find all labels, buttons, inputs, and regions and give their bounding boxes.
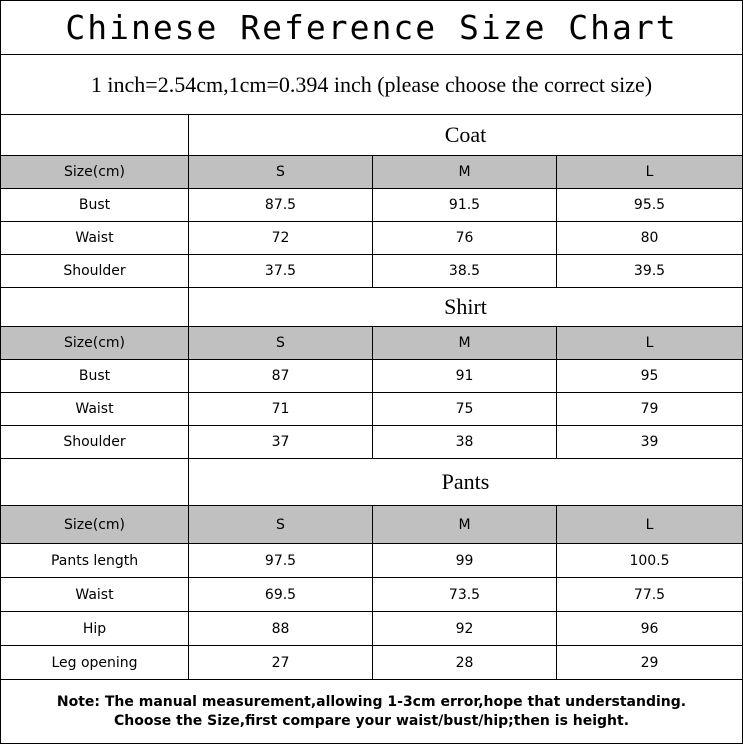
header-cell-m: M bbox=[372, 506, 556, 543]
table-row bbox=[1, 612, 742, 646]
header-cell-s: S bbox=[188, 506, 372, 543]
value-s: 87.5 bbox=[188, 189, 372, 221]
header-cell-l: L bbox=[556, 327, 742, 359]
header-cell-m: M bbox=[372, 327, 556, 359]
header-cell-l: L bbox=[556, 506, 742, 543]
header-row-shirt bbox=[1, 327, 742, 360]
header-cell-l: L bbox=[556, 156, 742, 188]
value-l: 96 bbox=[556, 612, 742, 645]
table-row bbox=[1, 255, 742, 288]
table-row bbox=[1, 646, 742, 680]
section-title-row-pants bbox=[1, 459, 742, 506]
value-l: 95.5 bbox=[556, 189, 742, 221]
table-row bbox=[1, 222, 742, 255]
note-line-1: Note: The manual measurement,allowing 1-3cm error,hope that understanding. bbox=[56, 693, 687, 710]
unit-conversion-note: 1 inch=2.54cm,1cm=0.394 inch (please choose the correct size) bbox=[90, 71, 653, 97]
section-title-coat: Coat bbox=[188, 115, 742, 155]
table-row bbox=[1, 393, 742, 426]
measurement-note bbox=[1, 680, 742, 743]
value-l: 79 bbox=[556, 393, 742, 425]
header-cell-s: S bbox=[188, 327, 372, 359]
value-l: 39.5 bbox=[556, 255, 742, 287]
value-l: 77.5 bbox=[556, 578, 742, 611]
header-cell-label: Size(cm) bbox=[64, 516, 125, 533]
row-label: Shoulder bbox=[63, 434, 126, 450]
row-label: Pants length bbox=[50, 552, 139, 569]
value-m: 38.5 bbox=[372, 255, 556, 287]
value-s: 87 bbox=[188, 360, 372, 392]
value-m: 92 bbox=[372, 612, 556, 645]
header-cell-label: Size(cm) bbox=[64, 335, 125, 351]
section-title-row-shirt bbox=[1, 288, 742, 327]
row-label: Shoulder bbox=[63, 263, 126, 279]
value-m: 75 bbox=[372, 393, 556, 425]
row-label: Hip bbox=[82, 620, 107, 637]
row-label: Leg opening bbox=[51, 654, 138, 671]
row-label: Waist bbox=[75, 230, 114, 246]
header-cell-m: M bbox=[372, 156, 556, 188]
value-s: 88 bbox=[188, 612, 372, 645]
value-m: 73.5 bbox=[372, 578, 556, 611]
value-s: 27 bbox=[188, 646, 372, 679]
table-row bbox=[1, 360, 742, 393]
row-label: Bust bbox=[78, 368, 111, 384]
value-l: 80 bbox=[556, 222, 742, 254]
value-s: 97.5 bbox=[188, 544, 372, 577]
value-m: 91 bbox=[372, 360, 556, 392]
value-m: 76 bbox=[372, 222, 556, 254]
value-s: 71 bbox=[188, 393, 372, 425]
value-l: 39 bbox=[556, 426, 742, 458]
value-s: 69.5 bbox=[188, 578, 372, 611]
value-s: 37.5 bbox=[188, 255, 372, 287]
chart-title: Chinese Reference Size Chart bbox=[65, 8, 678, 47]
header-row-pants bbox=[1, 506, 742, 544]
row-label: Bust bbox=[78, 197, 111, 213]
header-row-coat bbox=[1, 156, 742, 189]
header-cell-s: S bbox=[188, 156, 372, 188]
value-s: 72 bbox=[188, 222, 372, 254]
value-l: 95 bbox=[556, 360, 742, 392]
header-cell-label: Size(cm) bbox=[64, 164, 125, 180]
table-row bbox=[1, 578, 742, 612]
subtitle-row bbox=[1, 55, 742, 115]
section-title-shirt: Shirt bbox=[188, 288, 742, 326]
value-m: 91.5 bbox=[372, 189, 556, 221]
value-l: 29 bbox=[556, 646, 742, 679]
section-title-pants: Pants bbox=[188, 459, 742, 505]
row-label: Waist bbox=[75, 401, 114, 417]
value-m: 99 bbox=[372, 544, 556, 577]
note-line-2: Choose the Size,first compare your waist/bust/hip;then is height. bbox=[113, 712, 630, 729]
note-row bbox=[1, 680, 742, 743]
table-row bbox=[1, 189, 742, 222]
value-m: 28 bbox=[372, 646, 556, 679]
value-l: 100.5 bbox=[556, 544, 742, 577]
table-row bbox=[1, 426, 742, 459]
table-row bbox=[1, 544, 742, 578]
row-label: Waist bbox=[75, 586, 114, 603]
section-title-row-coat bbox=[1, 115, 742, 156]
value-m: 38 bbox=[372, 426, 556, 458]
title-row bbox=[1, 1, 742, 55]
value-s: 37 bbox=[188, 426, 372, 458]
